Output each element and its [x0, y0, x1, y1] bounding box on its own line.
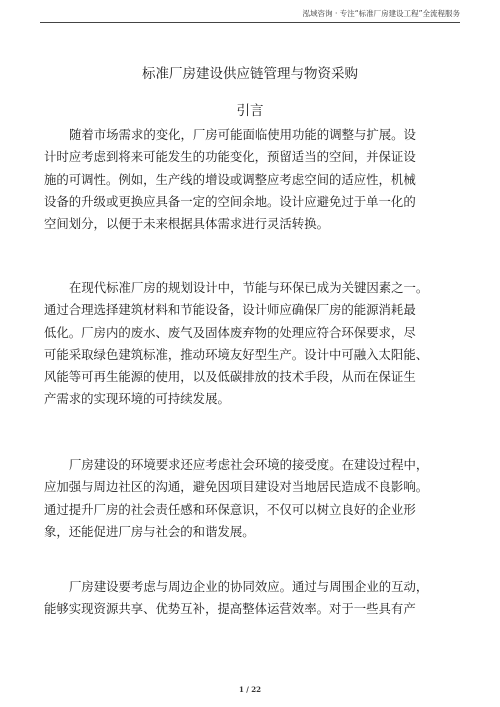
paragraph-line: 象，还能促进厂房与社会的和谐发展。: [44, 523, 255, 539]
paragraph-line: 产需求的实现环境的可持续发展。: [44, 391, 230, 407]
paragraph-line: 计时应考虑到将来可能发生的功能变化，预留适当的空间，并保证设: [44, 149, 416, 165]
paragraph-2: [44, 277, 464, 411]
page-indicator: 1 / 22: [238, 685, 262, 694]
paragraph-3: [44, 454, 464, 543]
paragraph-1: [44, 124, 464, 235]
paragraph-line: 在现代标准厂房的规划设计中，节能与环保已成为关键因素之一。: [69, 280, 429, 295]
header-text: 泓域咨询 · 专注“标准厂房建设工程”全流程服务: [302, 9, 460, 18]
section-heading: 引言: [236, 103, 264, 119]
paragraph-line: 设备的升级或更换应具备一定的空间余地。设计应避免过于单一化的: [44, 193, 416, 209]
paragraph-4: [44, 576, 464, 621]
paragraph-line: 能够实现资源共享、优势互补，提高整体运营效率。对于一些具有产: [44, 601, 416, 617]
paragraph-line: 随着市场需求的变化，厂房可能面临使用功能的调整与扩展。设: [69, 127, 416, 142]
header-rule: [40, 22, 460, 23]
paragraph-line: 风能等可再生能源的使用，以及低碳排放的技术手段，从而在保证生: [44, 369, 416, 385]
paragraph-line: 空间划分，以便于未来根据具体需求进行灵活转换。: [44, 216, 329, 232]
paragraph-line: 厂房建设的环境要求还应考虑社会环境的接受度。在建设过程中，: [69, 457, 429, 472]
paragraph-line: 施的可调性。例如，生产线的增设或调整应考虑空间的适应性，机械: [44, 171, 416, 187]
paragraph-line: 厂房建设要考虑与周边企业的协同效应。通过与周围企业的互动，: [69, 579, 429, 594]
paragraph-line: 通过提升厂房的社会责任感和环保意识，不仅可以树立良好的企业形: [44, 501, 416, 517]
paragraph-line: 通过合理选择建筑材料和节能设备，设计师应确保厂房的能源消耗最: [44, 302, 416, 318]
paragraph-line: 可能采取绿色建筑标准，推动环境友好型生产。设计中可融入太阳能、: [44, 346, 429, 362]
document-title: 标准厂房建设供应链管理与物资采购: [142, 66, 358, 82]
paragraph-line: 应加强与周边社区的沟通，避免因项目建设对当地居民造成不良影响。: [44, 479, 429, 495]
paragraph-line: 低化。厂房内的废水、废气及固体废弃物的处理应符合环保要求，尽: [44, 324, 416, 340]
